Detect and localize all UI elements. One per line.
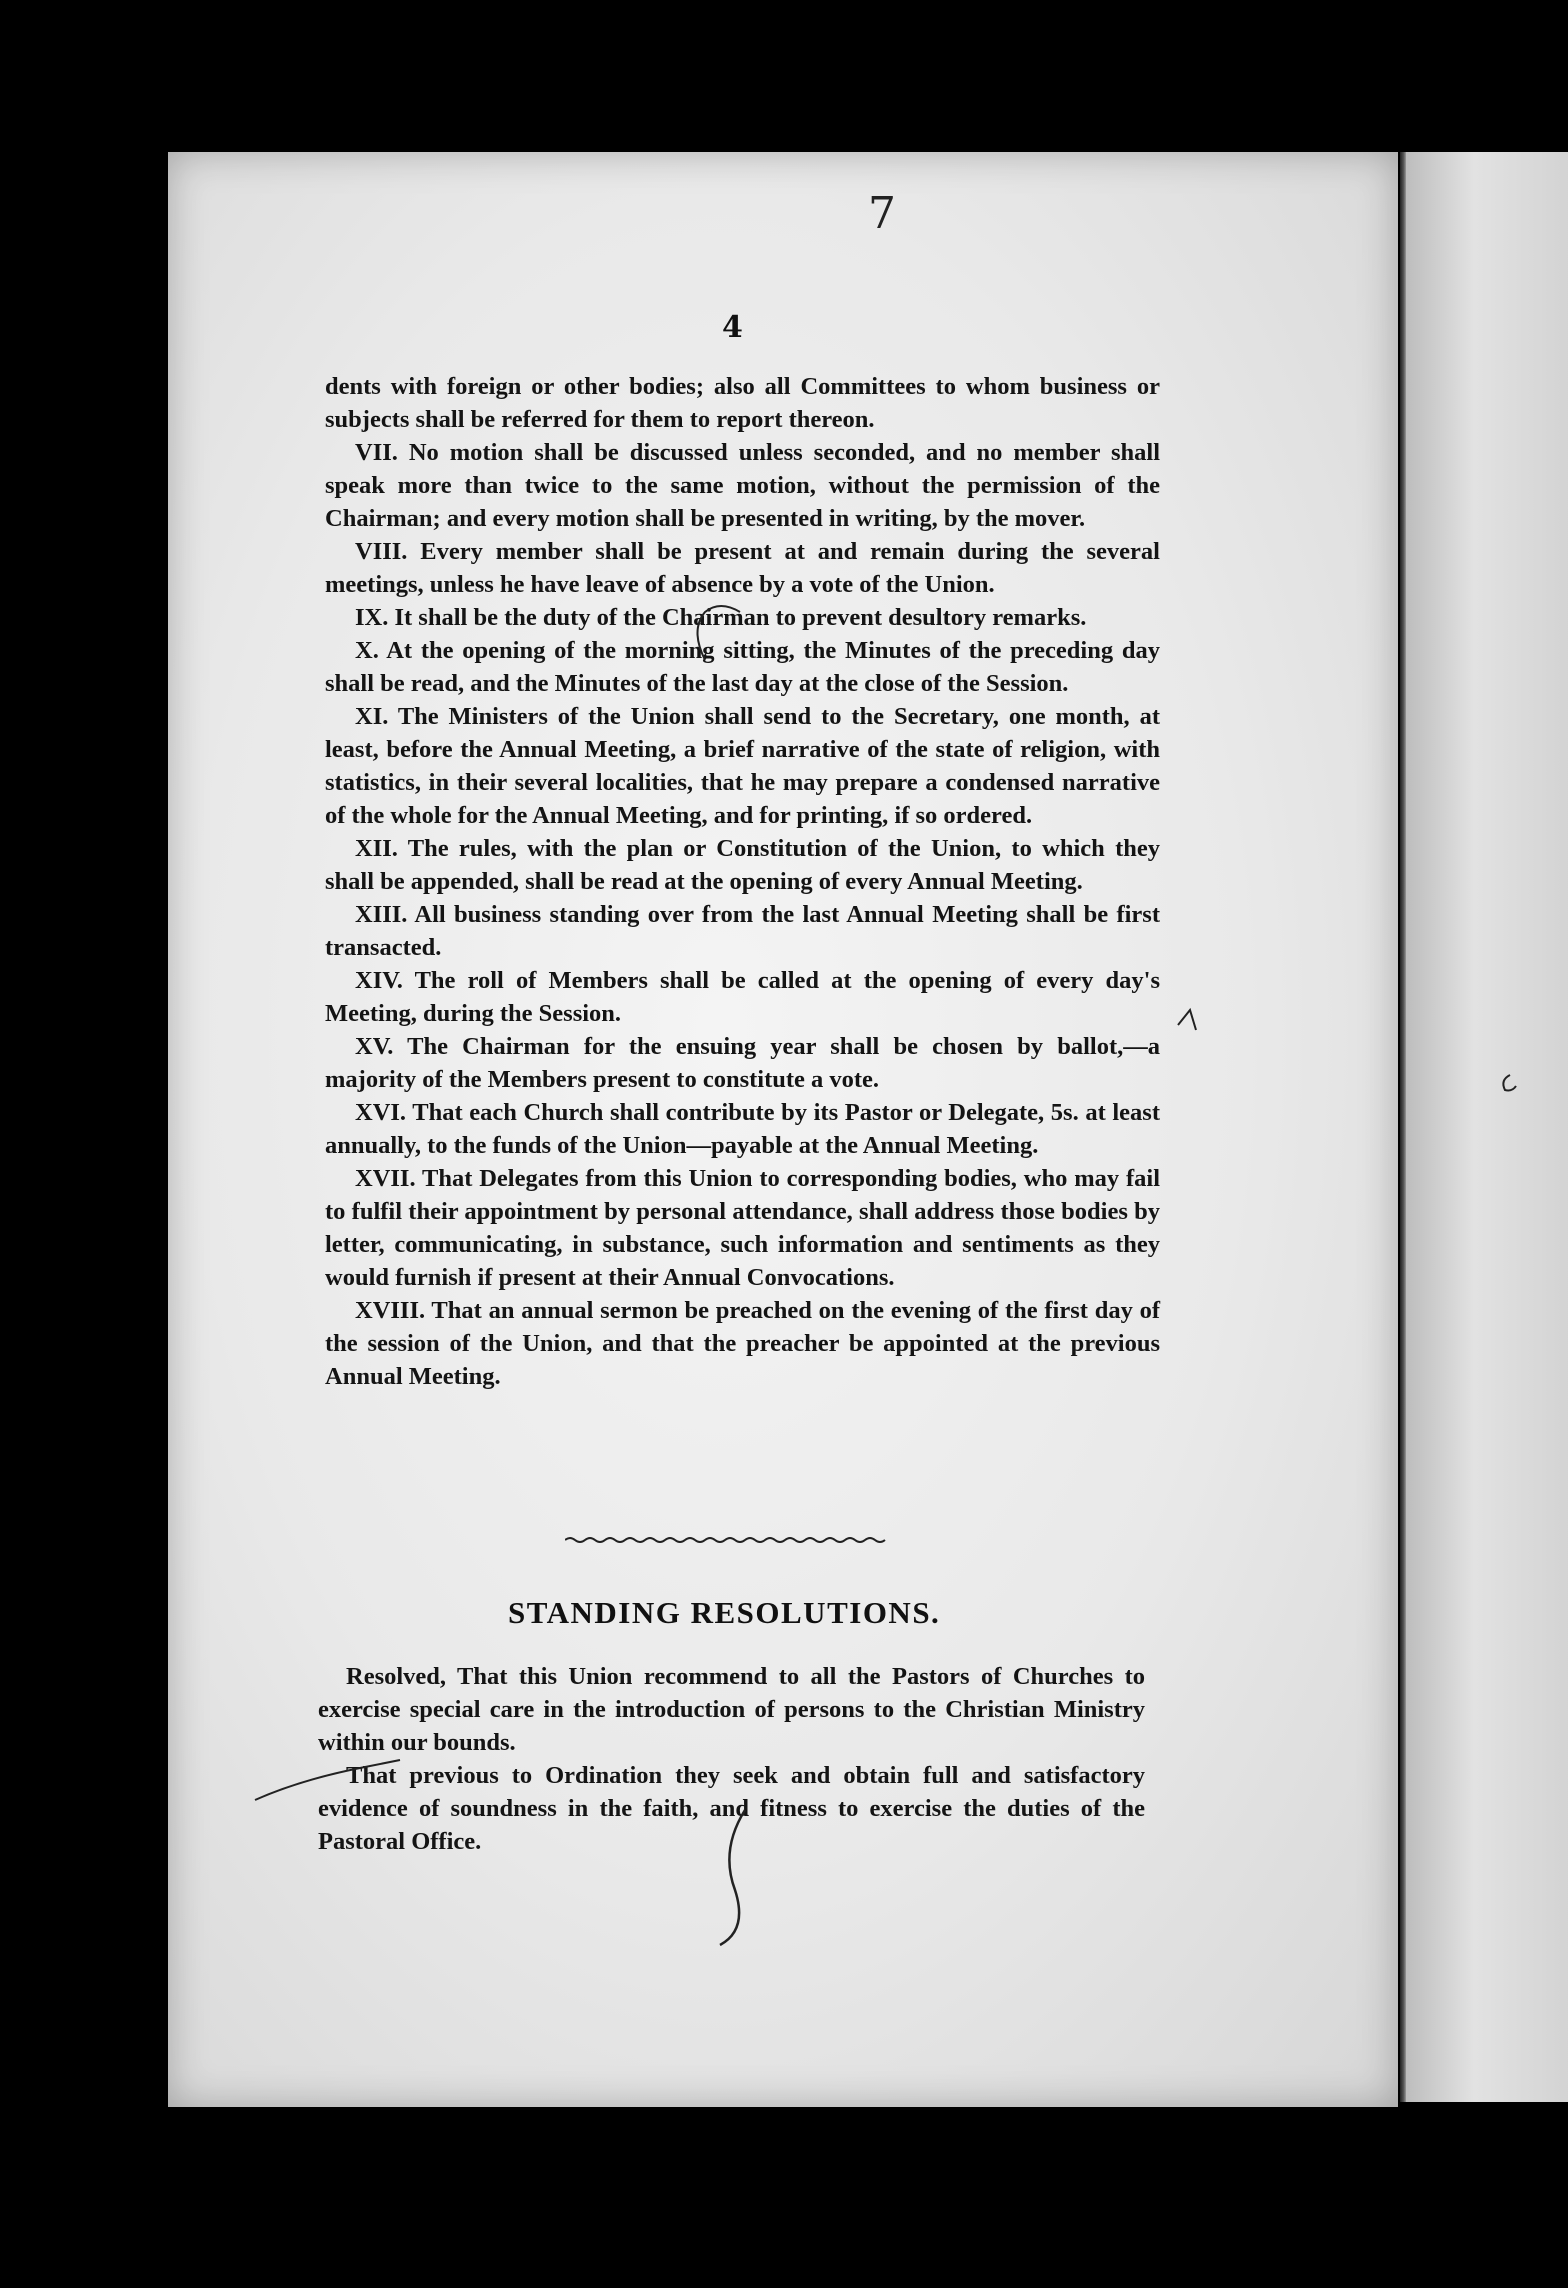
- rule-xii: XII. The rules, with the plan or Constitution of the Union, to which they shall be appended, shall be read at the opening of every Annual Meeting.: [325, 835, 1160, 895]
- rule-ix: IX. It shall be the duty of the Chairman to prevent desultory remarks.: [355, 604, 1087, 631]
- rule-xvii: XVII. That Delegates from this Union to corresponding bodies, who may fail to fulfil their appointment by personal attendance, shall address those bodies by letter, communicating, in substance, such information and sentiments as they would furnish if present at their Annual Convocations.: [325, 1165, 1160, 1291]
- resolution-paragraph: That previous to Ordination they seek and obtain full and satisfactory evidence of soundness in the faith, and fitness to exercise the duties of the Pastoral Office.: [318, 1762, 1145, 1855]
- facing-page-edge: [1406, 152, 1568, 2102]
- rule-xi: XI. The Ministers of the Union shall send to the Secretary, one month, at least, before the Annual Meeting, a brief narrative of the state of religion, with statistics, in their several localities, that he may prepare a condensed narrative of the whole for the Annual Meeting, and for printing, if so ordered.: [325, 703, 1160, 829]
- rule-x: X. At the opening of the morning sitting, the Minutes of the preceding day shall be read, and the Minutes of the last day at the close of the Session.: [325, 637, 1160, 697]
- section-title: STANDING RESOLUTIONS.: [508, 1595, 941, 1630]
- rule-xvi: XVI. That each Church shall contribute by its Pastor or Delegate, 5s. at least annually, to the funds of the Union—payable at the Annual Meeting.: [325, 1099, 1160, 1159]
- corner-mark: 7: [868, 188, 896, 239]
- rule-vii: VII. No motion shall be discussed unless seconded, and no member shall speak more than twice to the same motion, without the permission of the Chairman; and every motion shall be presented in writing, by the mover.: [325, 439, 1160, 532]
- rules-text: [325, 370, 1160, 1393]
- rule-xv: XV. The Chairman for the ensuing year shall be chosen by ballot,—a majority of the Members present to constitute a vote.: [325, 1033, 1160, 1093]
- standing-resolutions-text: [318, 1660, 1145, 1858]
- rule-viii: VIII. Every member shall be present at and remain during the several meetings, unless he have leave of absence by a vote of the Union.: [325, 538, 1160, 598]
- section-divider: [565, 1535, 890, 1545]
- rule-xiv: XIV. The roll of Members shall be called at the opening of every day's Meeting, during the Session.: [325, 967, 1160, 1027]
- rule-xviii: XVIII. That an annual sermon be preached on the evening of the first day of the session of the Union, and that the preacher be appointed at the previous Annual Meeting.: [325, 1297, 1160, 1390]
- rule-continuation: dents with foreign or other bodies; also all Committees to whom business or subjects shall be referred for them to report thereon.: [325, 373, 1160, 433]
- page-number: 4: [722, 310, 743, 345]
- rule-xiii: XIII. All business standing over from the last Annual Meeting shall be first transacted.: [325, 901, 1160, 961]
- resolution-paragraph: Resolved, That this Union recommend to all the Pastors of Churches to exercise special care in the introduction of persons to the Christian Ministry within our bounds.: [318, 1663, 1145, 1756]
